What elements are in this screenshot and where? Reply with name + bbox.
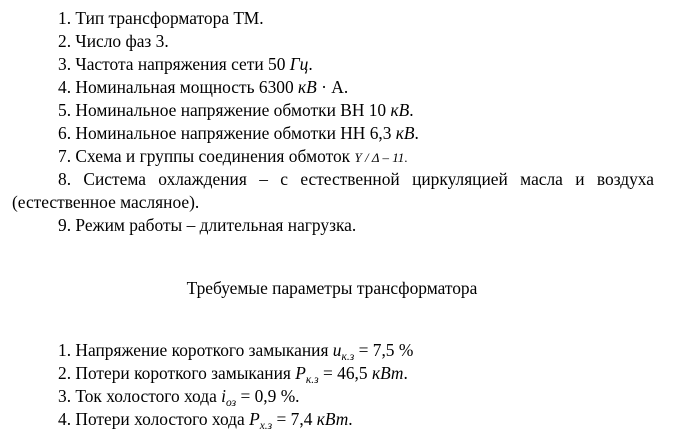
spec-item-6-end: . [414,123,419,143]
spec-item-4-text: 4. Номинальная мощность 6300 [58,77,299,97]
spec-item-7 [58,146,408,168]
spec-item-6-text: 6. Номинальное напряжение обмотки НН 6,3 [58,123,396,143]
param-item-3 [58,386,300,407]
spec-item-5 [58,100,414,121]
spec-item-4-unit: кВ [298,77,317,97]
param-item-4 [58,409,353,430]
param-item-4-value: = 7,4 [272,409,317,429]
param-item-3-subscript: оз [226,397,237,409]
spec-item-3 [58,54,313,75]
spec-item-2-text: 2. Число фаз 3. [58,31,169,51]
param-item-4-subscript: х.з [259,420,273,432]
param-item-1-variable: u [332,340,342,360]
spec-item-8-line-2 [12,192,199,213]
param-item-2-value: = 46,5 [318,363,372,383]
spec-item-9-text: 9. Режим работы – длительная нагрузка. [58,215,357,235]
spec-item-5-text: 5. Номинальное напряжение обмотки ВН 10 [58,100,391,120]
spec-item-1-text: 1. Тип трансформатора ТМ. [58,8,264,28]
param-item-4-end: . [348,409,353,429]
param-item-1-subscript: к.з [341,351,355,363]
spec-item-9 [58,215,356,236]
spec-item-7-text: 7. Схема и группы соединения обмоток [58,146,355,166]
param-item-2-end: . [403,363,408,383]
param-item-2-variable: P [295,363,306,383]
param-item-1-value: = 7,5 % [354,340,414,360]
spec-item-3-text: 3. Частота напряжения сети 50 [58,54,290,74]
spec-item-8-line-1 [58,169,654,190]
spec-item-3-unit: Гц [289,54,309,74]
spec-item-7-end: . [404,150,408,165]
spec-item-8-text: 8. Система охлаждения – с естественной циркуляцией масла и воздуха [58,169,654,189]
param-item-2-text: 2. Потери короткого замыкания [58,363,296,383]
param-item-1-text: 1. Напряжение короткого замыкания [58,340,333,360]
spec-item-1 [58,8,264,29]
param-item-4-unit: кВт [316,409,349,429]
param-item-1 [58,340,413,361]
spec-item-4-end: · А. [316,77,349,97]
spec-item-4 [58,77,348,98]
param-item-4-variable: P [249,409,260,429]
spec-item-5-end: . [409,100,414,120]
section-title [0,278,664,299]
spec-item-2 [58,31,169,52]
param-item-3-variable: i [221,386,227,406]
spec-item-6-unit: кВ [395,123,415,143]
param-item-2-subscript: к.з [305,374,319,386]
param-item-2 [58,363,408,384]
spec-item-6 [58,123,419,144]
param-item-4-text: 4. Потери холостого хода [58,409,250,429]
param-item-3-text: 3. Ток холостого хода [58,386,222,406]
spec-item-5-unit: кВ [390,100,410,120]
param-item-3-value: = 0,9 %. [236,386,300,406]
spec-item-3-end: . [308,54,313,74]
section-title-text: Требуемые параметры трансформатора [186,278,478,298]
param-item-2-unit: кВт [371,363,404,383]
spec-item-8-continuation: (естественное масляное). [12,192,200,212]
spec-item-7-formula: Y / Δ – 11 [354,150,405,165]
